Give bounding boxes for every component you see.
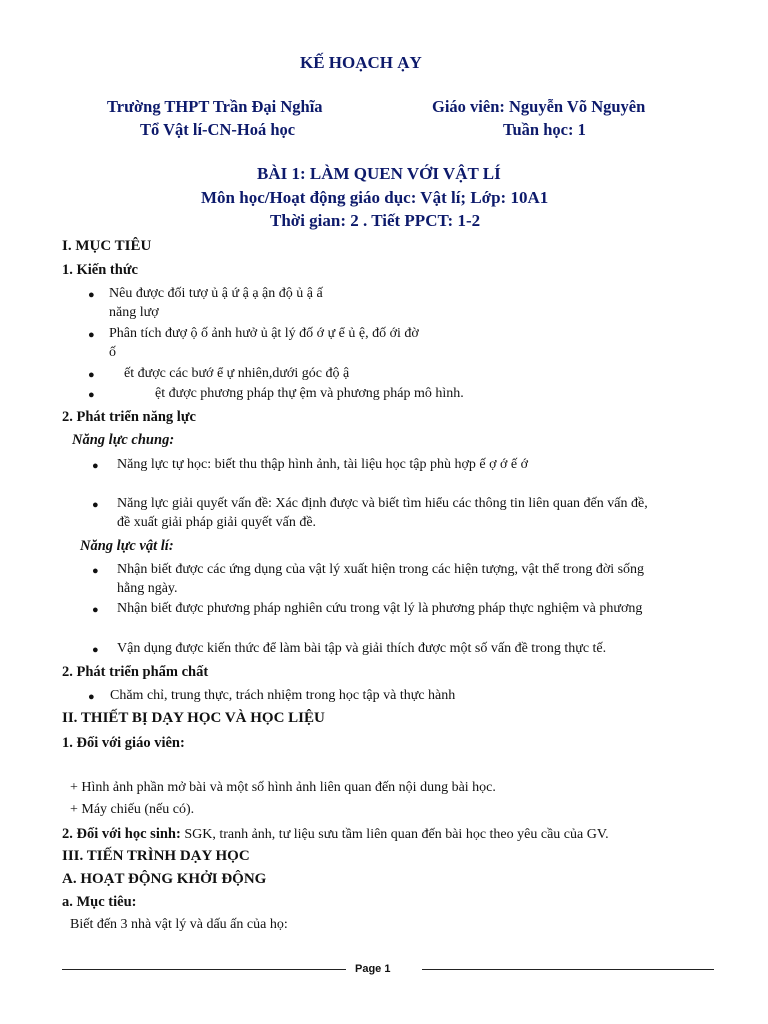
teacher-equipment-item-1: + Hình ảnh phần mở bài và một số hình ảnh liên quan đến nội dung bài học. (70, 780, 496, 795)
knowledge-item-4: ệt được phương pháp thự ệm và phương pháp mô hình. (155, 386, 464, 401)
knowledge-item-1-line1: Nêu được đối tượ ủ ậ ứ ậ ạ ận độ ủ ậ ấ (109, 286, 323, 301)
qualities-item-1: Chăm chỉ, trung thực, trách nhiệm trong học tập và thực hành (110, 688, 456, 703)
general-competence-heading: Năng lực chung: (72, 432, 175, 448)
teacher-equipment-item-2: + Máy chiếu (nếu có). (70, 802, 195, 817)
knowledge-item-2-line1: Phân tích đượ ộ ố ảnh hưở ủ ật lý đố ớ ự ể ủ ệ, đố ới đờ (109, 326, 419, 341)
bullet-icon: ● (88, 329, 95, 341)
week-label: Tuần học: 1 (503, 120, 586, 139)
bullet-icon: ● (88, 691, 95, 703)
section-equipment-heading: II. THIẾT BỊ DẠY HỌC VÀ HỌC LIỆU (62, 710, 325, 726)
section-objectives-heading: I. MỤC TIÊU (62, 238, 152, 254)
physics-item-2: Nhận biết được phương pháp nghiên cứu trong vật lý là phương pháp thực nghiệm và phương (117, 601, 643, 616)
qualities-heading: 2. Phát triển phẩm chất (62, 664, 209, 680)
physics-item-3: Vận dụng được kiến thức để làm bài tập và giải thích được một số vấn đề trong thực tế. (117, 641, 607, 656)
lesson-subject: Môn học/Hoạt động giáo dục: Vật lí; Lớp: 10A1 (201, 188, 549, 207)
bullet-icon: ● (92, 604, 99, 616)
bullet-icon: ● (92, 565, 99, 577)
lesson-title: BÀI 1: LÀM QUEN VỚI VẬT LÍ (257, 164, 501, 183)
warmup-activity-heading: A. HOẠT ĐỘNG KHỞI ĐỘNG (62, 871, 267, 887)
physics-competence-heading: Năng lực vật lí: (80, 538, 174, 554)
knowledge-item-2-line2: ố (109, 345, 116, 360)
knowledge-item-1-line2: năng lượ (109, 305, 159, 320)
bullet-icon: ● (92, 644, 99, 656)
physics-item-1-line1: Nhận biết được các ứng dụng của vật lý xuất hiện trong các hiện tượng, vật thể trong đời sống (117, 562, 645, 577)
knowledge-item-3: ết được các bướ ể ự nhiên,dưới góc độ ậ (124, 366, 350, 381)
bullet-icon: ● (88, 369, 95, 381)
general-item-2-line2: đề xuất giải pháp giải quyết vấn đề. (117, 515, 317, 530)
teacher-equipment-heading: 1. Đối với giáo viên: (62, 735, 185, 751)
page-number: Page 1 (355, 963, 391, 975)
footer-rule-right (422, 969, 714, 970)
teacher-name: Giáo viên: Nguyễn Võ Nguyên (432, 97, 646, 116)
competence-heading: 2. Phát triển năng lực (62, 409, 196, 425)
school-name: Trường THPT Trần Đại Nghĩa (107, 97, 323, 116)
knowledge-heading: 1. Kiến thức (62, 262, 138, 278)
lesson-time: Thời gian: 2 . Tiết PPCT: 1-2 (270, 211, 481, 230)
bullet-icon: ● (92, 460, 99, 472)
objective-heading: a. Mục tiêu: (62, 894, 137, 910)
student-equipment-line (62, 825, 609, 843)
general-item-2-line1: Năng lực giải quyết vấn đề: Xác định được và biết tìm hiểu các thông tin liên quan đến vấn đề, (117, 496, 648, 511)
bullet-icon: ● (88, 289, 95, 301)
objective-text: Biết đến 3 nhà vật lý và dấu ấn của họ: (70, 917, 288, 932)
section-process-heading: III. TIẾN TRÌNH DẠY HỌC (62, 848, 250, 864)
general-item-1: Năng lực tự học: biết thu thập hình ảnh, tài liệu học tập phù hợp ế ợ ớ ế ớ (117, 457, 529, 472)
physics-item-1-line2: hằng ngày. (117, 581, 178, 596)
plan-title: KẾ HOẠCH ẠY (300, 53, 422, 72)
student-equipment-heading: 2. Đối với học sinh: (62, 826, 181, 842)
footer-rule-left (62, 969, 346, 970)
bullet-icon: ● (88, 389, 95, 401)
student-equipment-text: SGK, tranh ảnh, tư liệu sưu tầm liên quan đến bài học theo yêu cầu của GV. (180, 827, 609, 842)
department-name: Tổ Vật lí-CN-Hoá học (140, 120, 296, 139)
bullet-icon: ● (92, 499, 99, 511)
